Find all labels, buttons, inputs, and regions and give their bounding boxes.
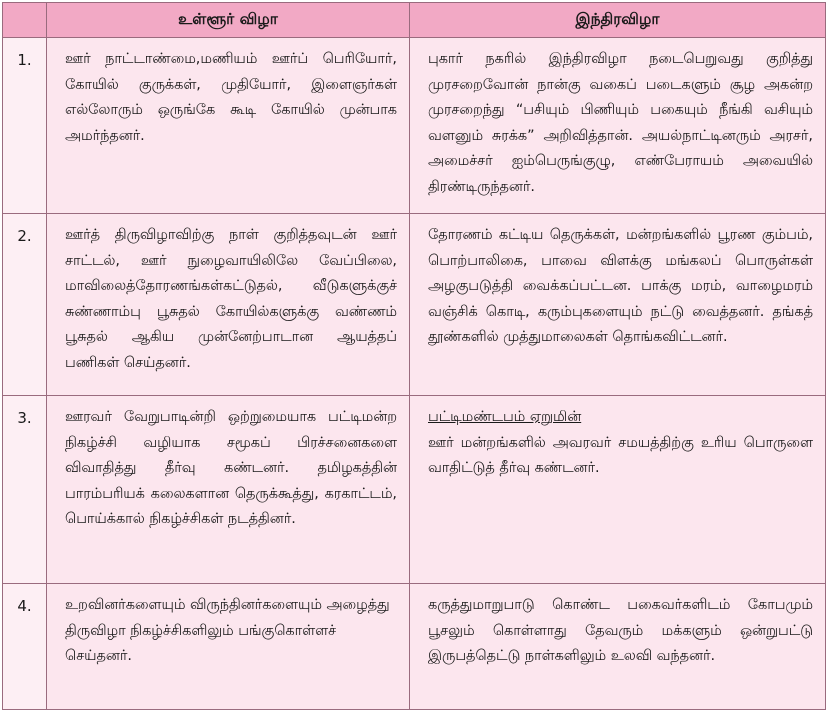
indra-festival-cell: கருத்துமாறுபாடு கொண்ட பகைவர்களிடம் கோபமும் பூசலும் கொள்ளாது தேவரும் மக்களும் ஒன்றுபட்டு இருபத்தெட்டு நாள்களிலும் உலவி வந்தனர்.	[410, 584, 826, 710]
row-number: 3.	[3, 396, 47, 584]
table-row	[3, 584, 826, 710]
indra-festival-cell	[410, 396, 826, 584]
table-row	[3, 38, 826, 214]
local-festival-cell: ஊர் நாட்டாண்மை,மணியம் ஊர்ப் பெரியோர், கோயில் குருக்கள், முதியோர், இளைஞர்கள் எல்லோரும் ஒருங்கே கூடி கோயில் முன்பாக அமர்ந்தனர்.	[47, 38, 410, 214]
table-body	[3, 38, 826, 710]
local-festival-cell: ஊரவர் வேறுபாடின்றி ஒற்றுமையாக பட்டிமன்ற நிகழ்ச்சி வழியாக சமூகப் பிரச்சனைகளை விவாதித்து தீர்வு கண்டனர். தமிழகத்தின் பாரம்பரியக் கலைகளான தெருக்கூத்து, கரகாட்டம், பொய்க்கால் நிகழ்ச்சிகள் நடத்தினர்.	[47, 396, 410, 584]
local-festival-cell: ஊர்த் திருவிழாவிற்கு நாள் குறித்தவுடன் ஊர் சாட்டல், ஊர் நுழைவாயிலிலே வேப்பிலை, மாவிலைத்தோரணங்கள்கட்டுதல், வீடுகளுக்குச் சுண்ணாம்பு பூசுதல் கோயில்களுக்கு வண்ணம் பூசுதல் ஆகிய முன்னேற்பாடான ஆயத்தப் பணிகள் செய்தனர்.	[47, 214, 410, 396]
local-festival-cell: உறவினர்களையும் விருந்தினர்களையும் அழைத்து திருவிழா நிகழ்ச்சிகளிலும் பங்குகொள்ளச் செய்தனர்.	[47, 584, 410, 710]
row-number: 4.	[3, 584, 47, 710]
indra-festival-text: ஊர் மன்றங்களில் அவரவர் சமயத்திற்கு உரிய பொருளை வாதிட்டுத் தீர்வு கண்டனர்.	[428, 434, 813, 477]
header-row	[3, 3, 826, 38]
header-number-cell	[3, 3, 47, 38]
row-number: 1.	[3, 38, 47, 214]
indra-festival-cell: புகார் நகரில் இந்திரவிழா நடைபெறுவது குறித்து முரசறைவோன் நான்கு வகைப் படைகளும் சூழ அகன்ற முரசறைந்து “பசியும் பிணியும் பகையும் நீங்கி வசியும் வளனும் சுரக்க” அறிவித்தான். அயல்நாட்டினரும் அரசர், அமைச்சர் ஐம்பெருங்குழு, எண்பேராயம் அவையில் திரண்டிருந்தனர்.	[410, 38, 826, 214]
comparison-table	[2, 2, 826, 710]
indra-subheading: பட்டிமண்டபம் ஏறுமின்	[428, 409, 582, 425]
table-header	[3, 3, 826, 38]
row-number: 2.	[3, 214, 47, 396]
table-row	[3, 396, 826, 584]
indra-festival-cell: தோரணம் கட்டிய தெருக்கள், மன்றங்களில் பூரண கும்பம், பொற்பாலிகை, பாவை விளக்கு மங்கலப் பொருள்கள் அழகுபடுத்தி வைக்கப்பட்டன. பாக்கு மரம், வாழைமரம் வஞ்சிக் கொடி, கரும்புகளையும் நட்டு வைத்தனர். தங்கத் தூண்களில் முத்துமாலைகள் தொங்கவிட்டனர்.	[410, 214, 826, 396]
header-indra-festival: இந்திரவிழா	[410, 3, 826, 38]
table-row	[3, 214, 826, 396]
header-local-festival: உள்ளூர் விழா	[47, 3, 410, 38]
